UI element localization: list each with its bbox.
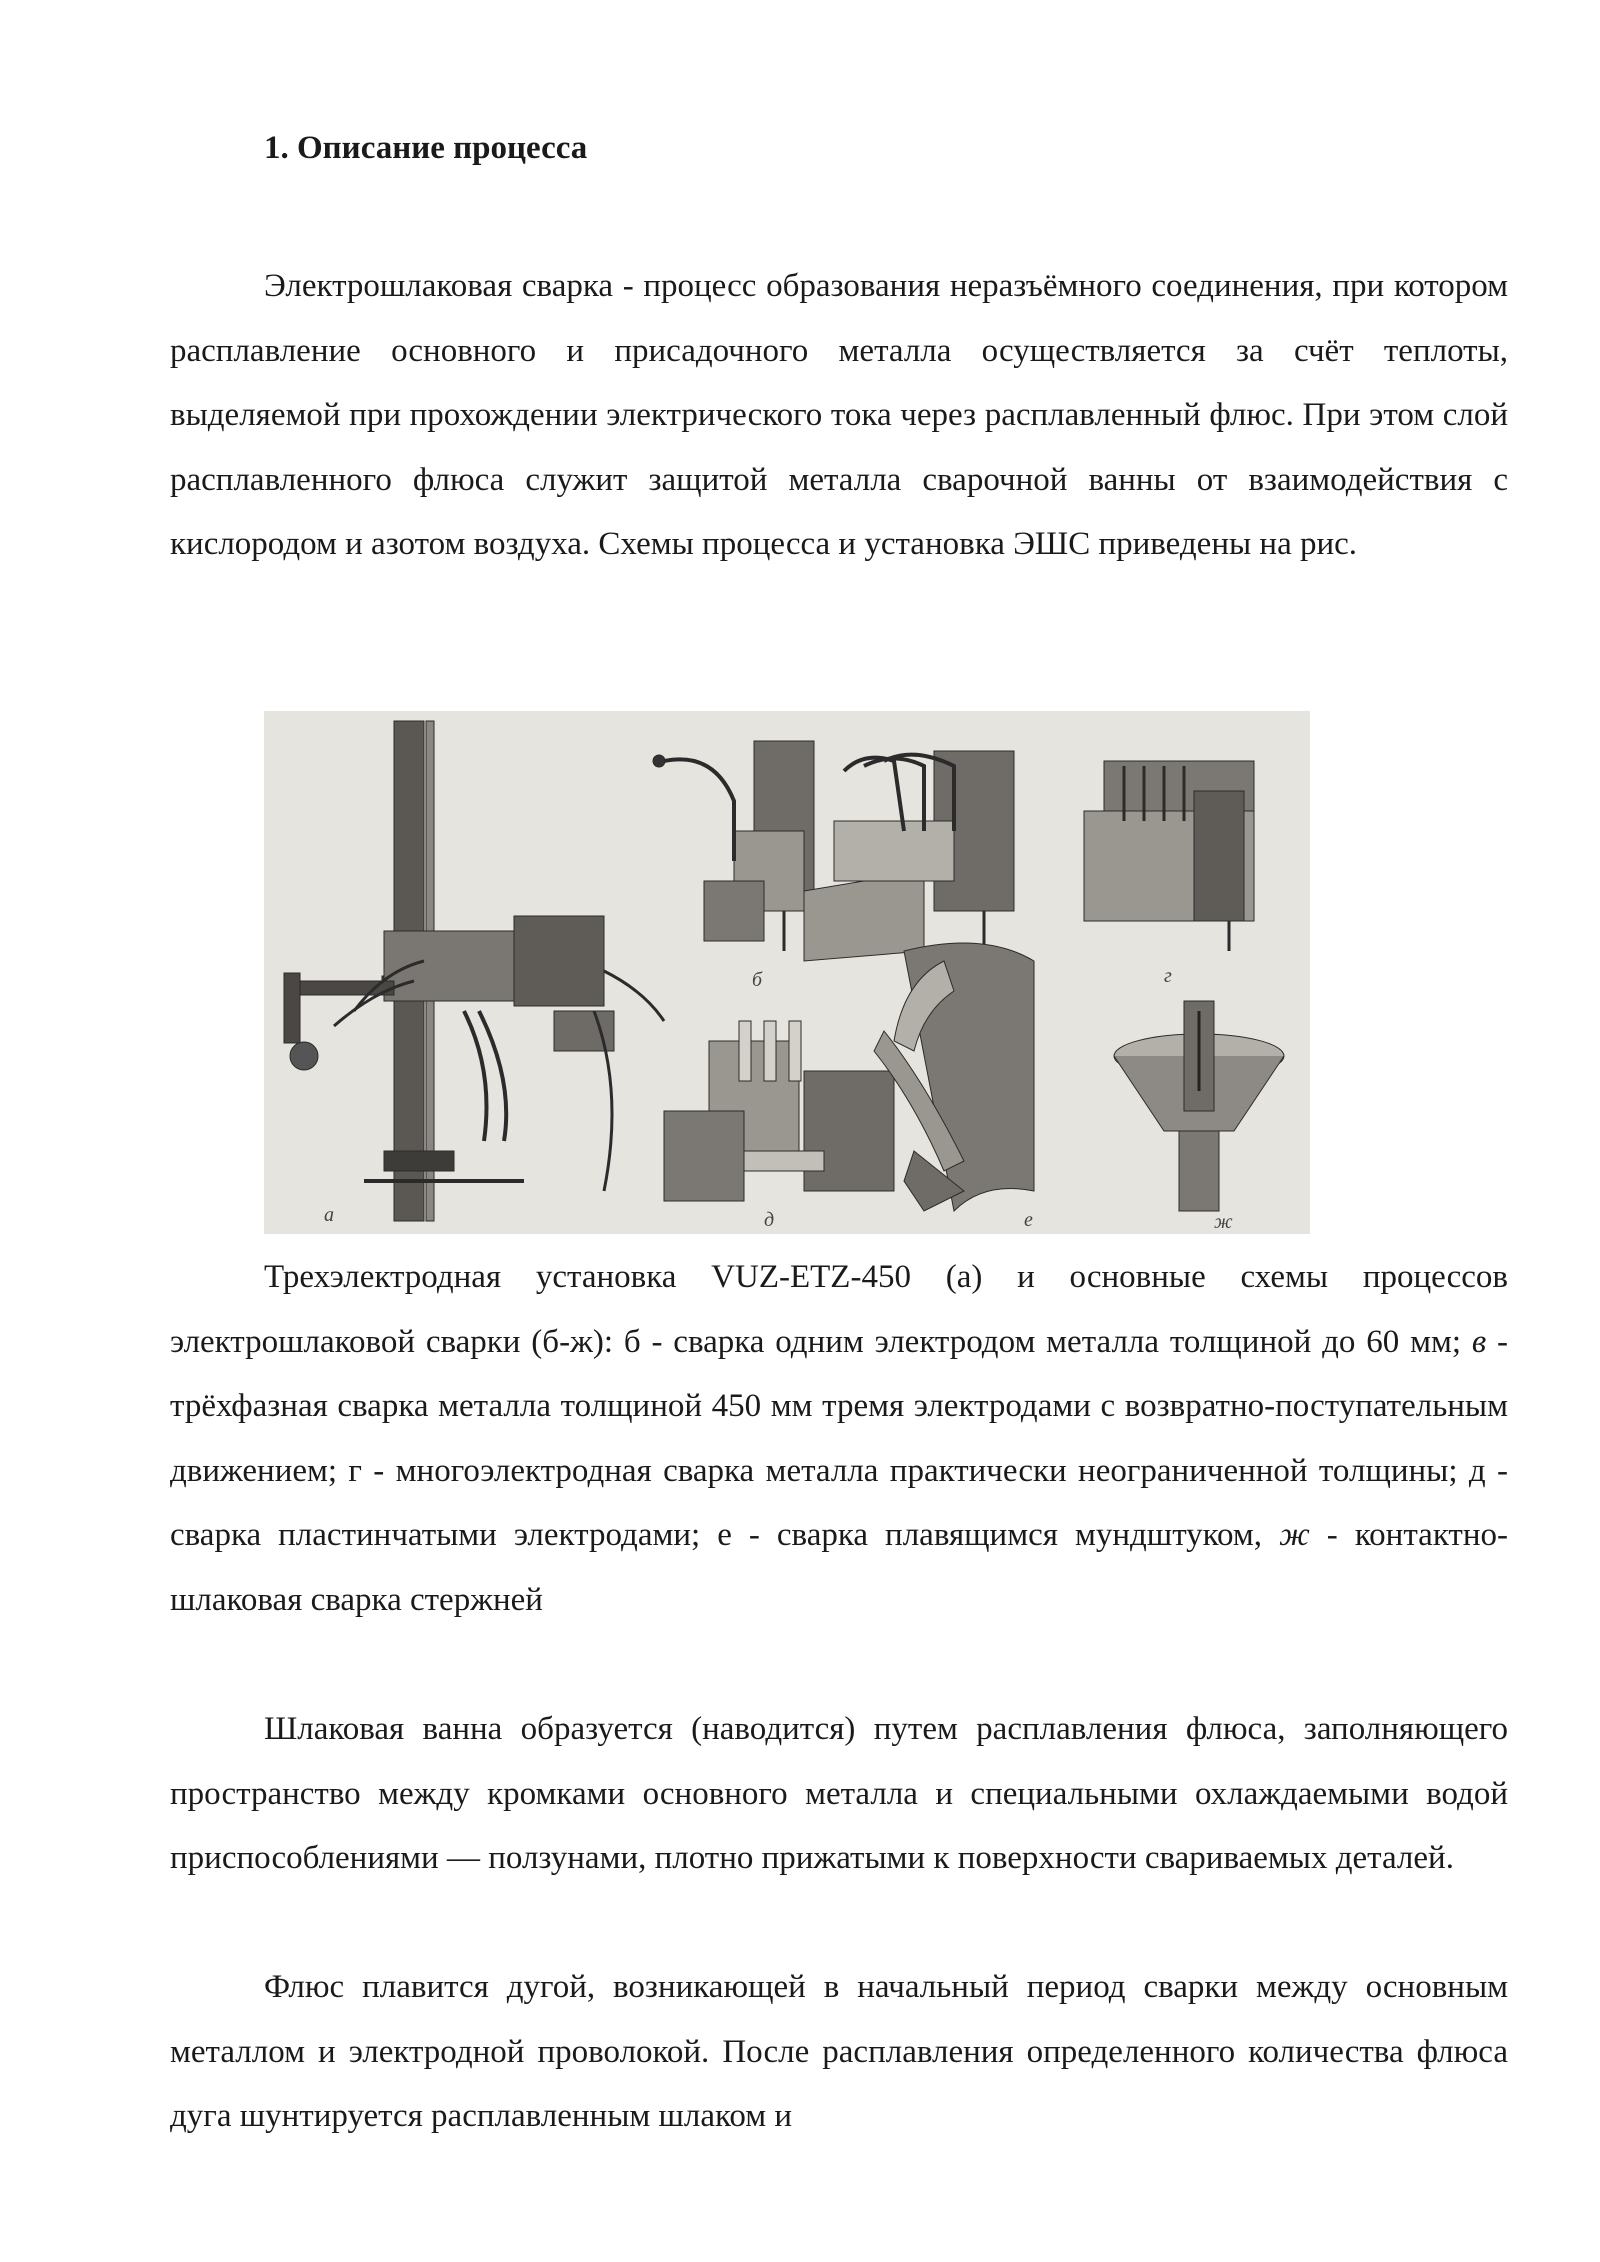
figure-label-g: г (1164, 965, 1172, 987)
flux-melting-paragraph: Флюс плавится дугой, возникающей в начальный период сварки между основным металлом и электродной проволокой. После расплавления определенного количества флюса дуга шунтируется расплавленным шлаком и (170, 1969, 1508, 2134)
caption-text-2: - трёхфазная сварка металла толщиной 450 мм тремя электродами с возвратно-поступательным движением; г - многоэлектродная сварка металла практически неограниченной толщины; д - сварка пластинчатыми электродами; е - сварка плавящимся мундштуком, (170, 1323, 1508, 1553)
section-heading: 1. Описание процесса (264, 130, 588, 166)
slag-bath-paragraph: Шлаковая ванна образуется (наводится) путем расплавления флюса, заполняющего пространство между кромками основного металла и специальными охлаждаемыми водой приспособлениями — ползунами, плотно прижатыми к поверхности свариваемых деталей. (170, 1711, 1508, 1876)
caption-italic-zh: ж (1279, 1517, 1310, 1553)
caption-text-1: Трехэлектродная установка VUZ-ETZ-450 (а) и основные схемы процессов электрошлаковой сварки (б-ж): б - сварка одним электродом металла толщиной до 60 мм; (170, 1259, 1508, 1360)
figure-label-e: е (1024, 1209, 1033, 1231)
caption-italic-v: в (1471, 1323, 1487, 1360)
figure-label-b: б (752, 969, 763, 991)
welding-schemes-figure (264, 711, 1310, 1234)
figure-caption (170, 1245, 1508, 1632)
caption-text-3: - контактно-шлаковая сварка стержней (170, 1517, 1508, 1618)
figure-label-a: а (324, 1204, 334, 1226)
figure-label-zh: ж (1214, 1211, 1233, 1233)
figure-label-d: д (764, 1209, 775, 1231)
intro-paragraph: Электрошлаковая сварка - процесс образования неразъёмного соединения, при котором расплавление основного и присадочного металла осуществляется за счёт теплоты, выделяемой при прохождении электрического тока через расплавленный флюс. При этом слой расплавленного флюса служит защитой металла сварочной ванны от взаимодействия с кислородом и азотом воздуха. Схемы процесса и установка ЭШС приведены на рис. (170, 268, 1508, 562)
